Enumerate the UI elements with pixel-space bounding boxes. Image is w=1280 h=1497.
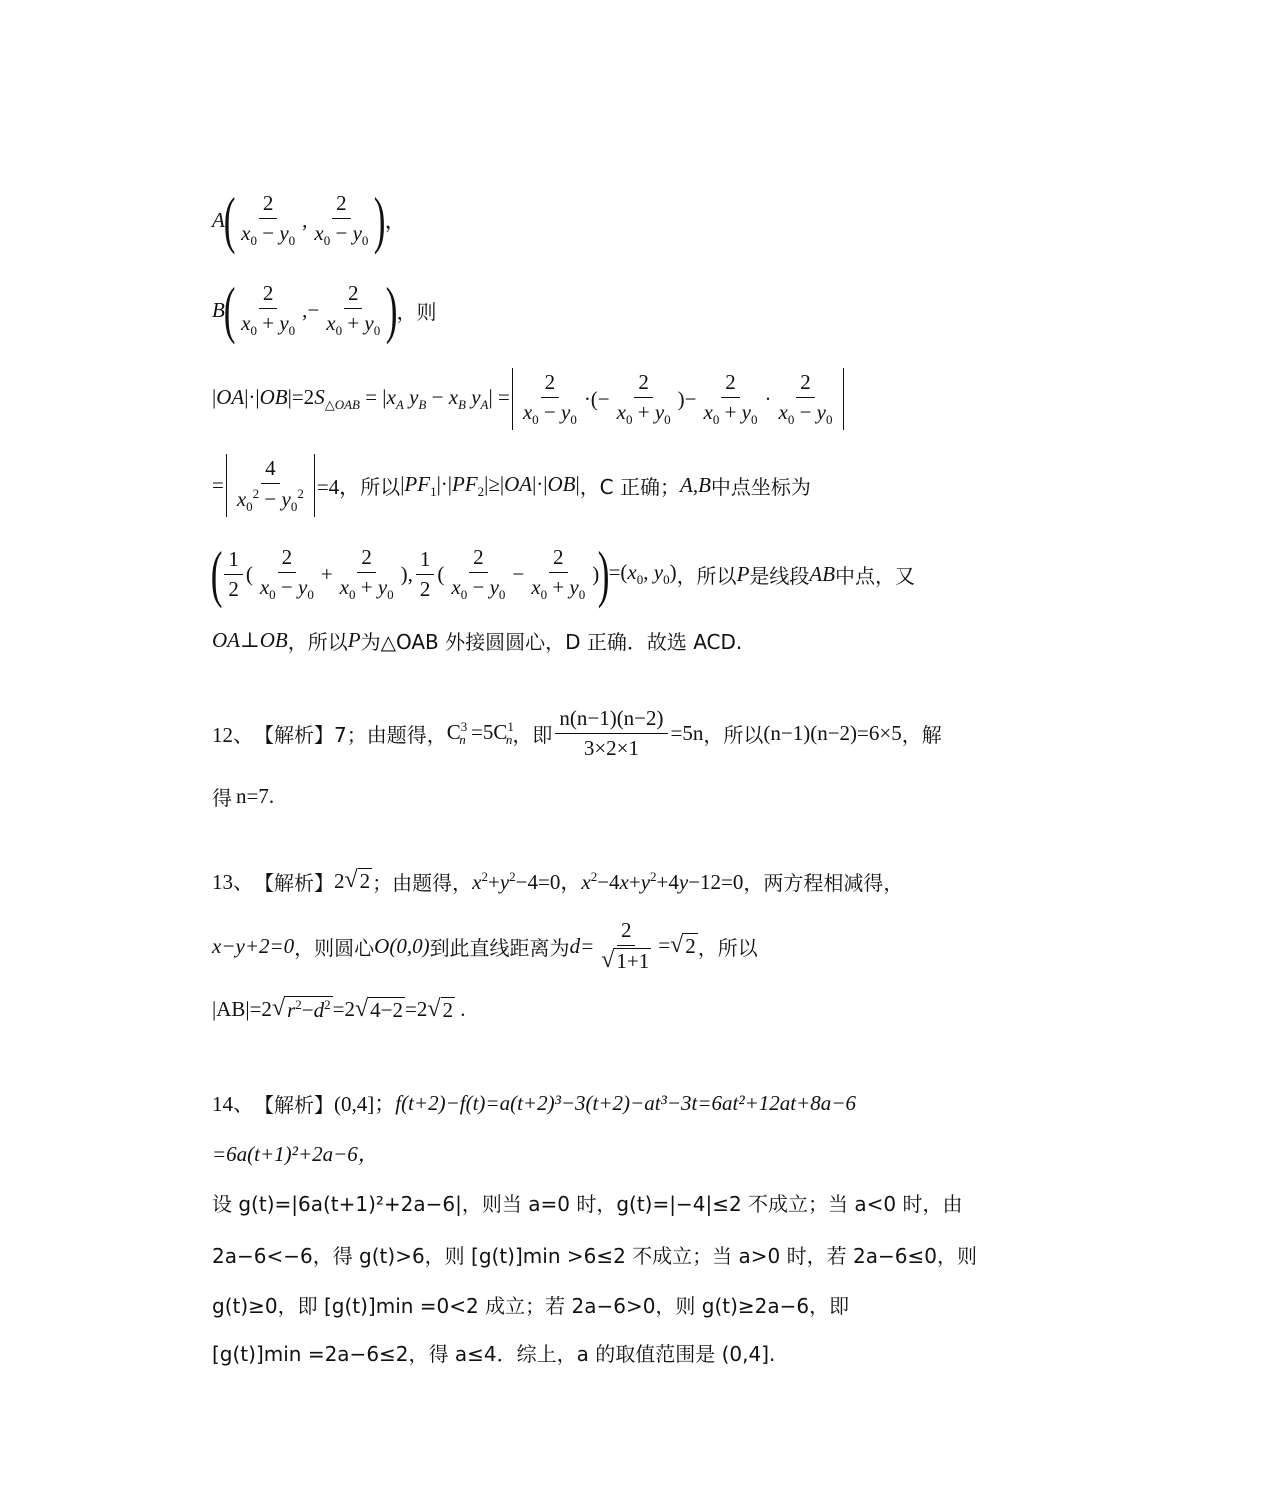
q12-line2: 得 n=7 . xyxy=(212,784,275,810)
point-a-label: A xyxy=(212,207,225,232)
q14-line5: g(t)≥0，即 [g(t)]min =0<2 成立；若 2a−6>0，则 g(t)≥2a−6，即 xyxy=(212,1294,850,1318)
point-b-line: B ( $\frac{2}{x_0 + y_0}$ ,− $\frac{2}{x_0 + y_0}$ ) ，则 xyxy=(212,274,437,345)
result-line: = $\frac{4}{x_0^2 - y_0^2}$ =4， 所以 $|PF_1|\cdot|PF_2|\ge|OA|\cdot|OB|$ ，C 正确； A,B 中点坐标为 xyxy=(212,454,811,517)
q14-line3: 设 g(t)=|6a(t+1)²+2a−6|，则当 a=0 时，g(t)=|−4|≤2 不成立；当 a<0 时，由 xyxy=(212,1192,963,1216)
point-a-line: A ( $\frac{2}{x_0 - y_0}$ , $\frac{2}{x_0 - y_0}$ ) ， xyxy=(212,184,406,255)
fraction: $\frac{2}{x_0 - y_0}$ xyxy=(314,191,369,248)
absolute-expression: $\frac{2}{x_0 - y_0}$ ·(− $\frac{2}{x_0 + y_0}$ )− $\frac{2}{x_0 + y_0}$ · $\frac{2}{x_0 - y_0}$ xyxy=(512,368,844,430)
q14-line6: [g(t)]min =2a−6≤2，得 a≤4．综上，a 的取值范围是 (0,4]. xyxy=(212,1342,776,1366)
q14-line4: 2a−6<−6，得 g(t)>6，则 [g(t)]min >6≤2 不成立；当 a>0 时，若 2a−6≤0，则 xyxy=(212,1244,977,1268)
fraction: $\frac{2}{x_0 + y_0}$ xyxy=(241,281,296,338)
q14-line1: 14、 【解析】 (0,4]； f(t+2)−f(t)=a(t+2)³−3(t+2)−at³−3t=6at²+12at+8a−6 xyxy=(212,1090,856,1117)
q12-line1: 12、 【解析】 7；由题得， $C^3_n =5C^1_n$ ，即 $\frac{n(n-1)(n-2)}{3\times 2\times 1}$ =5n ，所以 (n−1)(n−2)=6×5 ，解 xyxy=(212,706,942,760)
area-equation-line: $|OA|\cdot|OB|=2S_{\triangle OAB} = |x_A$ $y_B - x_B$ $y_A|$ = $\frac{2}{x_0 - y_0}$ ·(− $\frac{2}{x_0 + y_0}$ )− $\frac{2}{x_0 + y_0}$ · $\frac{2}{x_0 - y_0}$ xyxy=(212,368,846,430)
conclusion-line: OA⊥OB ，所以 P 为△OAB 外接圆圆心，D 正确．故选 ACD. xyxy=(212,628,743,654)
q14-line2: =6a(t+1)²+2a−6， xyxy=(212,1142,379,1166)
fraction: $\frac{n(n-1)(n-2)}{3\times 2\times 1}$ xyxy=(555,706,667,761)
fraction: $\frac{2}{x_0 + y_0}$ xyxy=(326,281,381,338)
point-b-label: B xyxy=(212,297,225,322)
fraction: $\frac{2}{x_0 - y_0}$ xyxy=(241,191,296,248)
q13-line3: |AB|=2 √ $r^2-d^2$ =2 √ 4−2 =2 √ 2 . xyxy=(212,995,466,1022)
q13-line2: x−y+2=0 ，则圆心 O(0,0) 到此直线距离为 d= 2 √ 1+1 = √ 2 ，所以 xyxy=(212,918,758,973)
midpoint-line: ( $\frac{1}{2}$ ( $\frac{2}{x_0 - y_0}$ + $\frac{2}{x_0 + y_0}$ ), $\frac{1}{2}$ ( $\frac{2}{x_0 - y_0}$ − $\frac{2}{x_0 + y_0}$ ) ) $=(x_0$, $y_0$) ，所以 P 是线段 AB 中点，又 xyxy=(210,538,916,609)
q13-line1: 13、 【解析】 2 √ 2 ；由题得， $x^2+y^2-4=0$，$x^2-4x+y^2+4y-12=0$ ，两方程相减得， xyxy=(212,867,904,895)
